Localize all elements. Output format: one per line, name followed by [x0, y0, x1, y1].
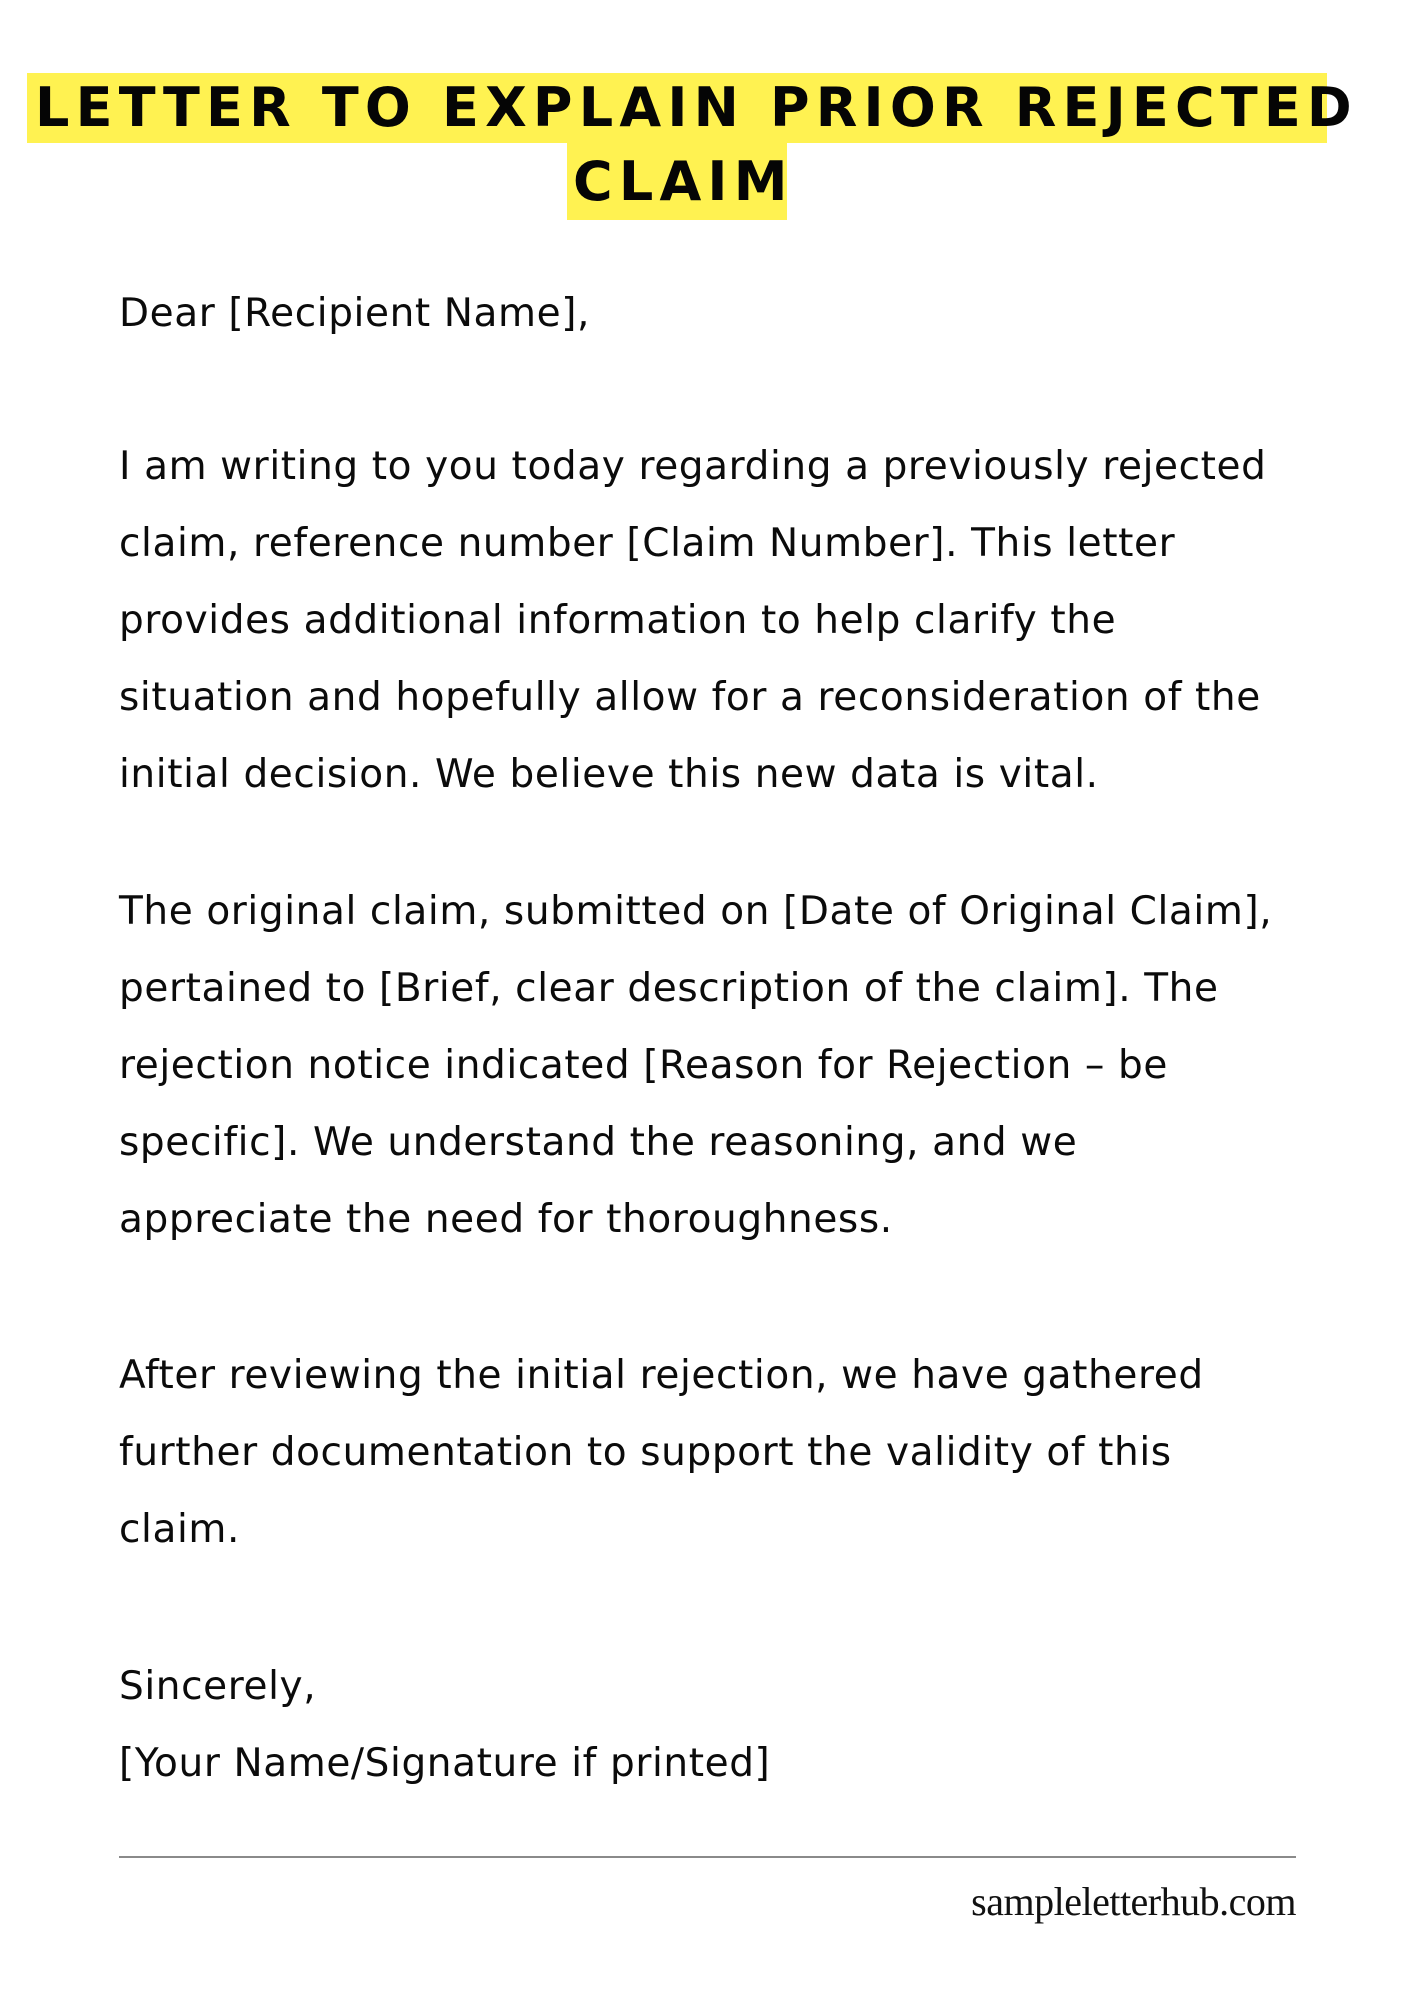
letter-paragraph-3 [119, 1337, 1204, 1568]
closing-text: Sincerely, [119, 1664, 317, 1709]
paragraph-line: situation and hopefully allow for a reconsideration of the [119, 675, 1261, 720]
paragraph-line: appreciate the need for thoroughness. [119, 1197, 893, 1242]
paragraph-line: After reviewing the initial rejection, we have gathered [119, 1353, 1204, 1398]
paragraph-line: further documentation to support the validity of this [119, 1430, 1172, 1475]
paragraph-line: initial decision. We believe this new data is vital. [119, 752, 1099, 797]
letter-closing [119, 1648, 770, 1802]
paragraph-line: provides additional information to help clarify the [119, 598, 1117, 643]
letter-paragraph-1 [119, 428, 1267, 813]
letter-paragraph-2 [119, 873, 1272, 1258]
letter-greeting [119, 275, 590, 352]
signature-placeholder: [Your Name/Signature if printed] [119, 1741, 771, 1786]
paragraph-line: rejection notice indicated [Reason for Rejection – be [119, 1043, 1168, 1088]
footer-site-name: sampleletterhub.com [971, 1879, 1296, 1924]
paragraph-line: specific]. We understand the reasoning, and we [119, 1120, 1078, 1165]
paragraph-line: claim, reference number [Claim Number]. This letter [119, 521, 1176, 566]
paragraph-line: pertained to [Brief, clear description of the claim]. The [119, 966, 1219, 1011]
greeting-text: Dear [Recipient Name], [119, 291, 591, 336]
paragraph-line: claim. [119, 1507, 240, 1552]
page-title-line-1: LETTER TO EXPLAIN PRIOR REJECTED [27, 73, 1327, 143]
paragraph-line: The original claim, submitted on [Date of Original Claim], [119, 889, 1273, 934]
page-title-line-2: CLAIM [567, 143, 787, 220]
paragraph-line: I am writing to you today regarding a previously rejected [119, 444, 1267, 489]
footer-divider [119, 1856, 1296, 1858]
